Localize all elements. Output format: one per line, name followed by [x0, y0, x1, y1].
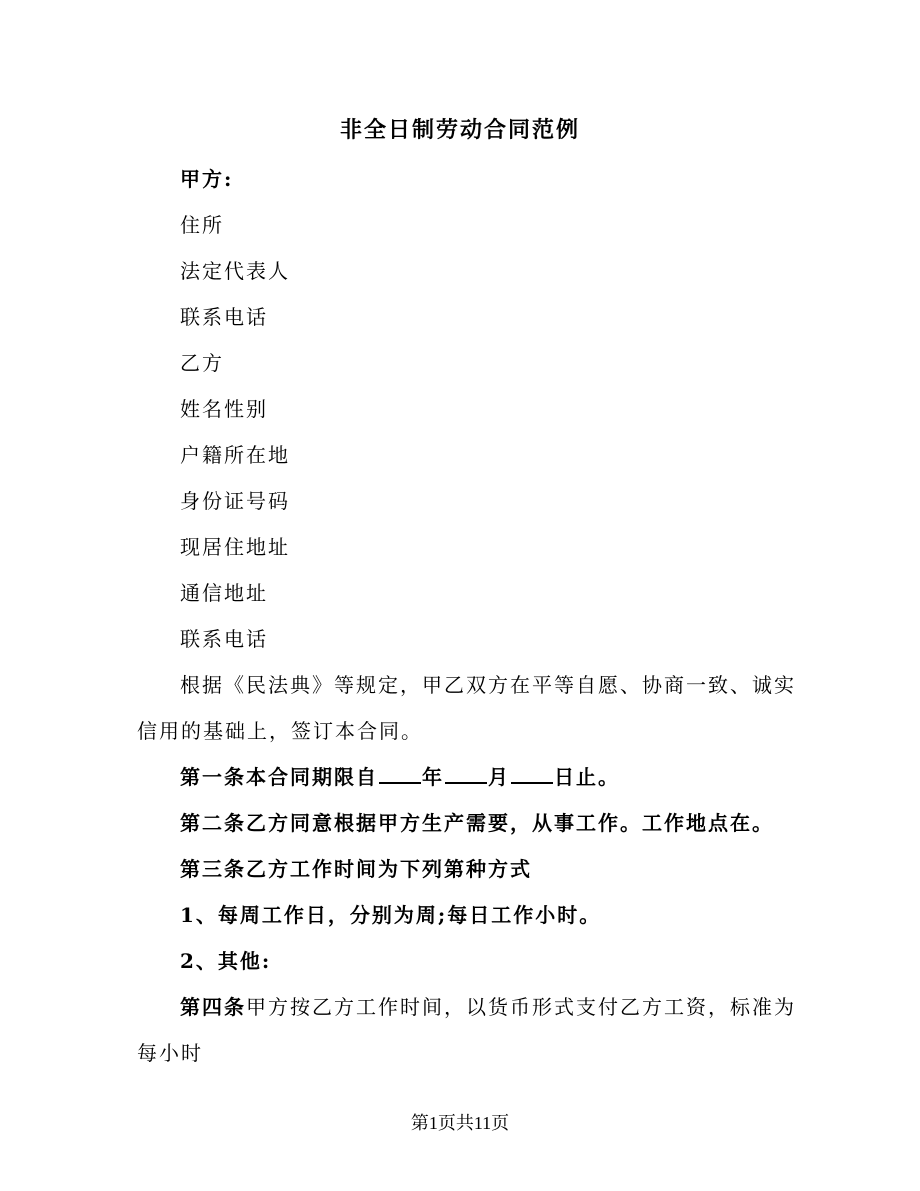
party-b-phone-label: 联系电话: [180, 627, 268, 651]
article-3-item-2: 2、其他:: [180, 949, 272, 973]
article-4-text: 甲方按乙方工作时间，以货币形式支付乙方工资，标准为: [246, 995, 796, 1019]
article-4-label: 第四条: [180, 995, 246, 1019]
article-1-part-3: 月: [488, 765, 510, 789]
article-3: 第三条乙方工作时间为下列第种方式: [180, 857, 532, 881]
preamble-line-2: 信用的基础上，签订本合同。: [137, 719, 423, 743]
party-a-heading: 甲方:: [180, 167, 234, 191]
article-2: 第二条乙方同意根据甲方生产需要，从事工作。工作地点在。: [180, 811, 774, 835]
document-title: 非全日制劳动合同范例: [339, 117, 580, 143]
party-b-current-address-label: 现居住地址: [180, 535, 290, 559]
party-b-mailing-address-label: 通信地址: [180, 581, 268, 605]
article-1: [180, 762, 620, 792]
party-b-name-gender-label: 姓名性别: [180, 397, 268, 421]
article-4-line-2: 每小时: [137, 1041, 203, 1065]
party-a-address-label: 住所: [180, 213, 224, 237]
preamble-line-1: 根据《民法典》等规定，甲乙双方在平等自愿、协商一致、诚实: [180, 673, 796, 697]
party-a-phone-label: 联系电话: [180, 305, 268, 329]
article-3-item-1: 1、每周工作日，分别为周;每日工作小时。: [180, 903, 602, 927]
year-blank: [379, 764, 421, 784]
article-1-part-2: 年: [422, 765, 444, 789]
day-blank: [511, 764, 553, 784]
party-b-household-label: 户籍所在地: [180, 443, 290, 467]
page-number: 第1页共11页: [410, 1113, 510, 1133]
article-4-line-1: [180, 992, 796, 1022]
party-a-legal-rep-label: 法定代表人: [180, 259, 290, 283]
party-b-id-number-label: 身份证号码: [180, 489, 290, 513]
month-blank: [445, 764, 487, 784]
article-1-part-4: 日止。: [554, 765, 620, 789]
party-b-heading: 乙方: [180, 351, 224, 375]
article-1-part-1: 第一条本合同期限自: [180, 765, 378, 789]
